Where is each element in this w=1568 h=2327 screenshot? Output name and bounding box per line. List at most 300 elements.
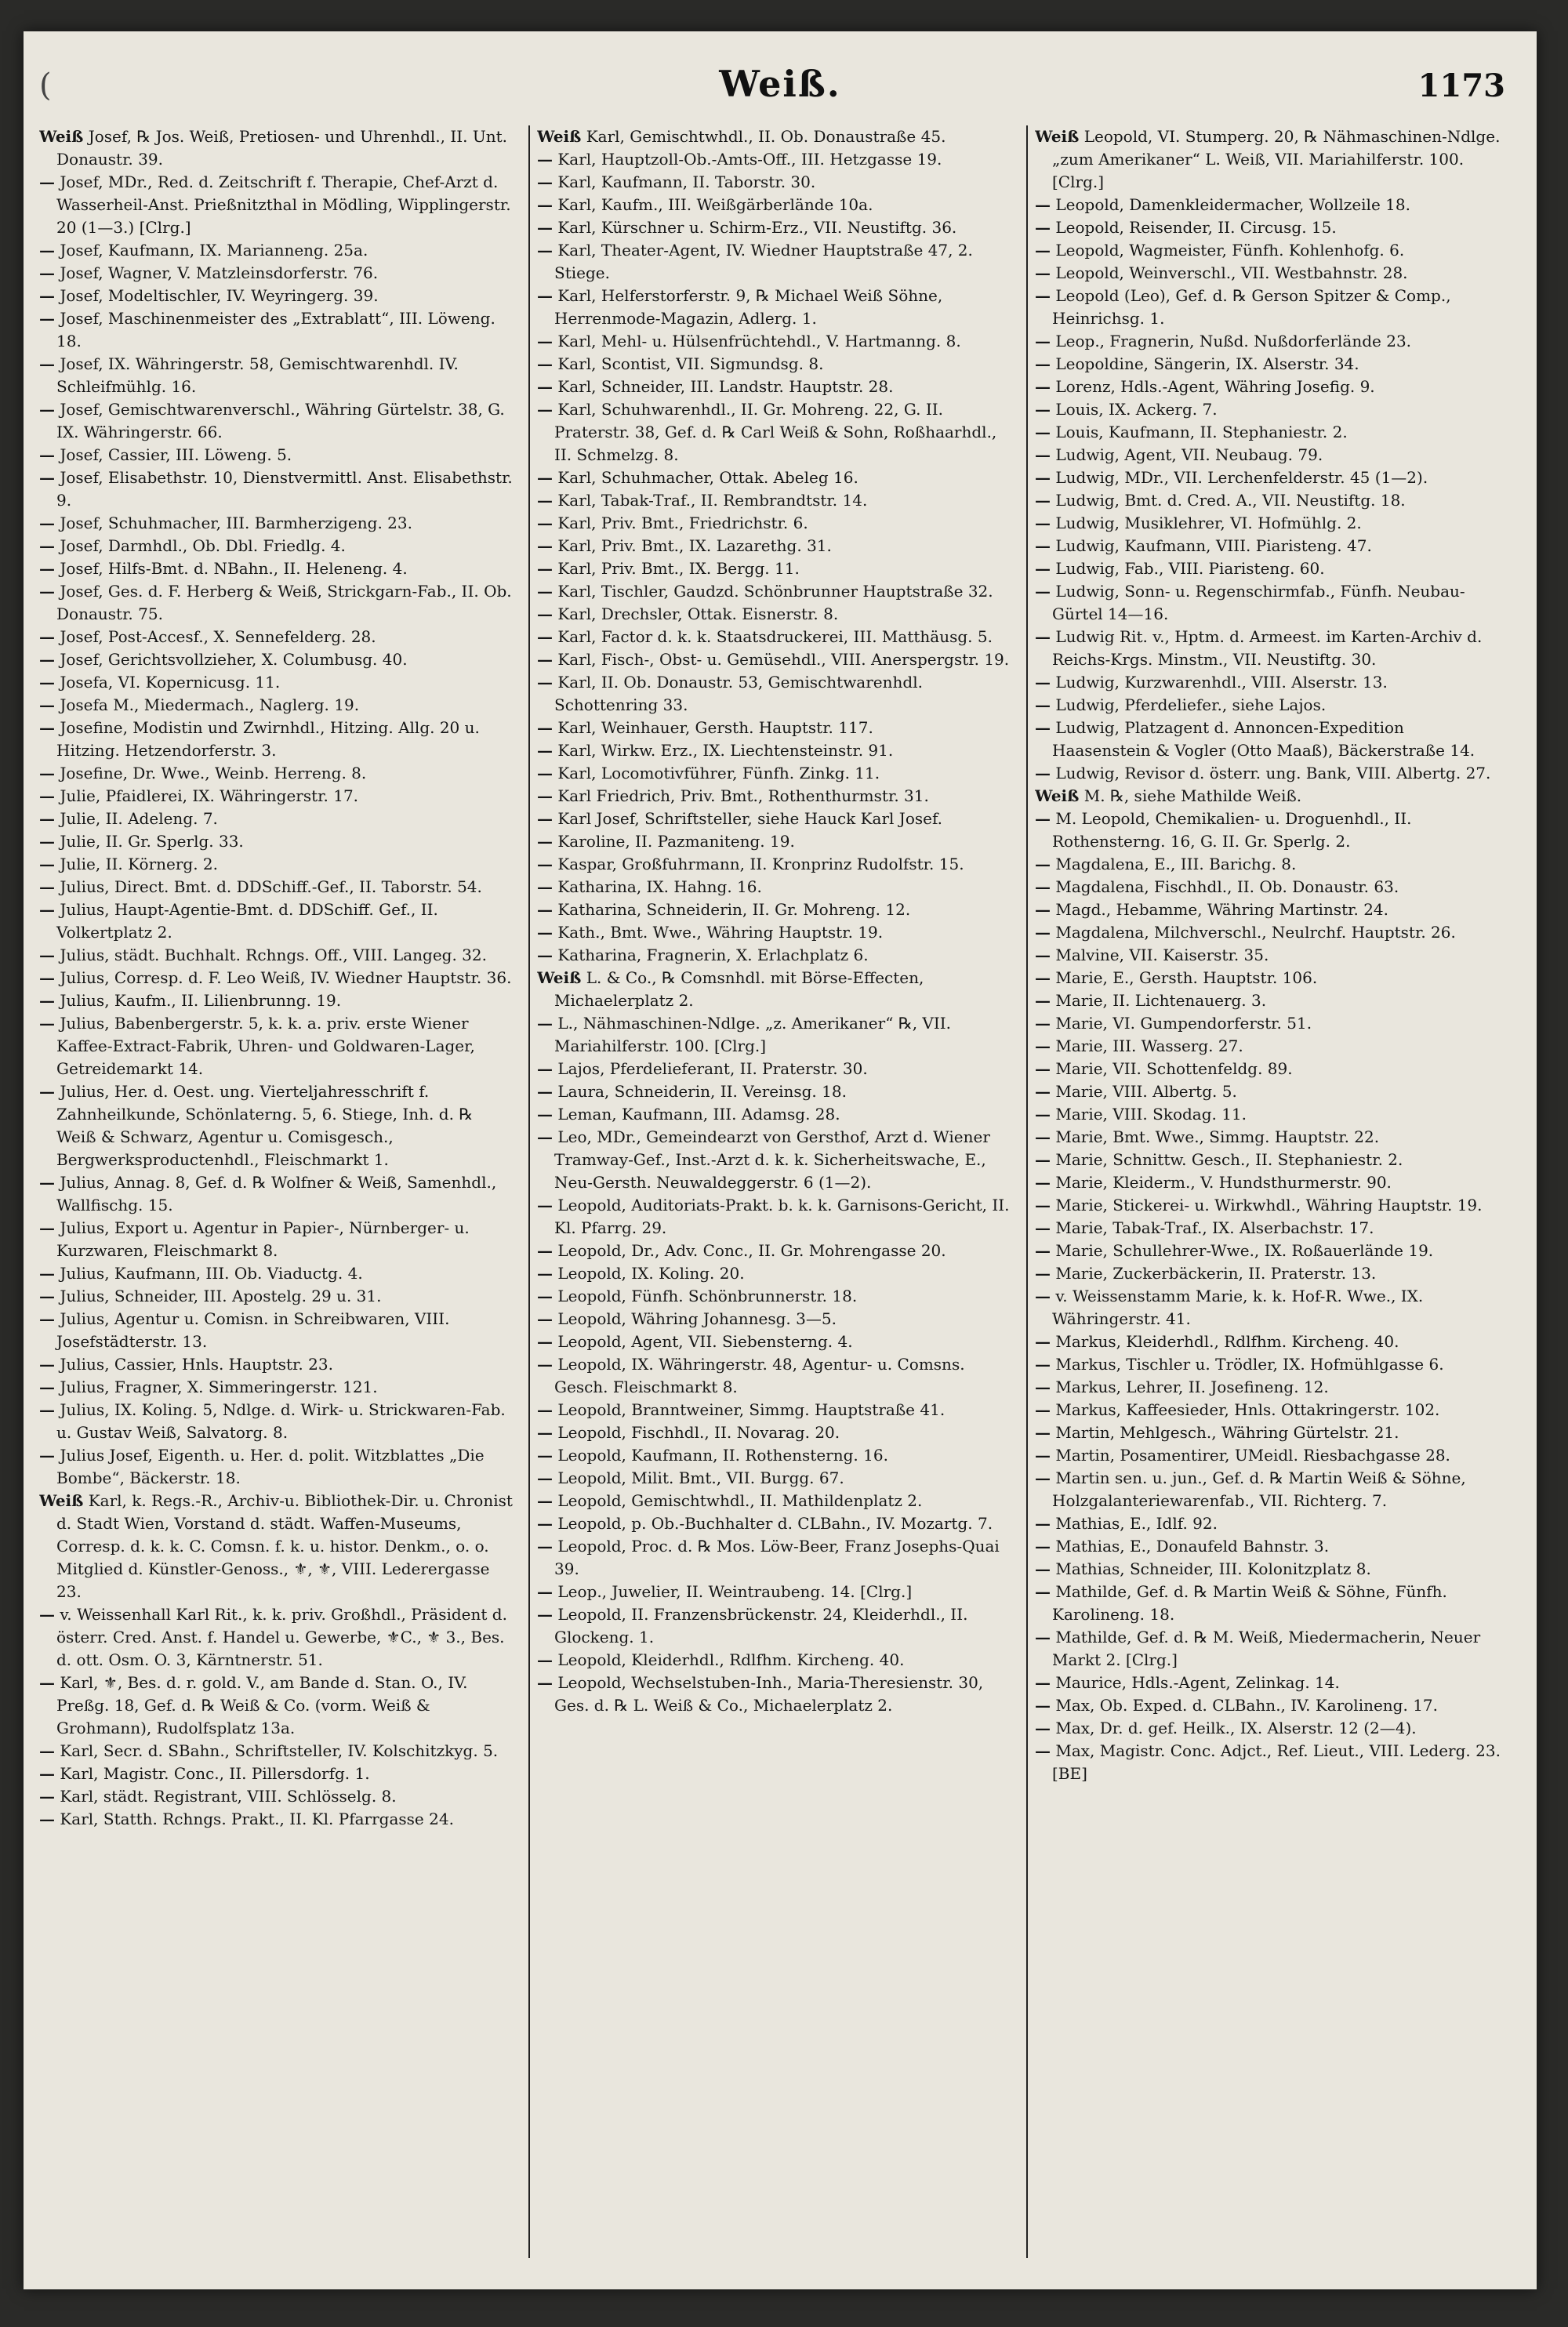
entry-text: Leopold, II. Franzensbrückenstr. 24, Kleiderhdl., II. Glockeng. 1.	[554, 1605, 968, 1646]
entry-lead: —	[1035, 695, 1051, 714]
directory-entry	[537, 898, 1015, 921]
directory-entry	[39, 1080, 517, 1171]
entry-lead: —	[39, 1355, 55, 1374]
entry-text: Karl, Priv. Bmt., Friedrichstr. 6.	[557, 514, 808, 532]
entry-text: Magdalena, Fischhdl., II. Ob. Donaustr. 63.	[1055, 877, 1399, 896]
entry-lead: —	[537, 1650, 553, 1669]
entry-lead: —	[39, 1082, 55, 1101]
entry-text: Karl, Hauptzoll-Ob.-Amts-Off., III. Hetzgasse 19.	[557, 150, 942, 169]
directory-entry	[537, 1194, 1015, 1240]
directory-entry	[537, 739, 1015, 762]
entry-text: Karl, Priv. Bmt., IX. Bergg. 11.	[557, 559, 800, 578]
entry-lead: —	[1035, 332, 1051, 350]
entry-text: Magdalena, Milchverschl., Neulrchf. Hauptstr. 26.	[1055, 923, 1456, 942]
directory-entry	[1035, 421, 1505, 444]
entry-lead: —	[537, 877, 553, 896]
entry-lead: —	[1035, 1196, 1051, 1214]
entry-text: Karl, ⚜, Bes. d. r. gold. V., am Bande d. Stan. O., IV. Preßg. 18, Gef. d. ℞ Weiß & Co. (vorm. Weiß & Grohmann), Rudolfsplatz 13a.	[56, 1673, 468, 1737]
entry-text: Karl, Priv. Bmt., IX. Lazarethg. 31.	[557, 536, 832, 555]
entry-lead: —	[1035, 877, 1051, 896]
directory-entry	[39, 876, 517, 898]
directory-entry	[537, 648, 1015, 671]
page-header	[24, 63, 1537, 118]
directory-entry	[1035, 1672, 1505, 1694]
entry-lead: —	[39, 309, 55, 328]
entry-text: Julius, Kaufmann, III. Ob. Viaductg. 4.	[60, 1264, 363, 1283]
entry-lead: —	[39, 1741, 55, 1760]
directory-entry	[1035, 785, 1505, 808]
entry-text: Leop., Juwelier, II. Weintraubeng. 14. [Clrg.]	[557, 1582, 913, 1601]
entry-text: Karl, Schneider, III. Landstr. Hauptstr. 28.	[557, 377, 894, 396]
directory-entry	[537, 489, 1015, 512]
entry-lead: —	[1035, 1514, 1051, 1533]
directory-entry	[39, 671, 517, 694]
entry-lead: —	[39, 1309, 55, 1328]
directory-entry	[39, 512, 517, 535]
page-title: Weiß.	[719, 63, 841, 105]
entry-text: Karl, Secr. d. SBahn., Schriftsteller, IV. Kolschitzkyg. 5.	[60, 1741, 499, 1760]
entry-text: Julius, Kaufm., II. Lilienbrunng. 19.	[60, 991, 342, 1010]
entry-lead: —	[537, 582, 553, 601]
column-divider	[528, 125, 530, 2258]
entry-text: Karl, k. Regs.-R., Archiv-u. Bibliothek-Dir. u. Chronist d. Stadt Wien, Vorstand d. städt. Waffen-Museums, Corresp. d. k. k. C. Comsn. f. k. u. histor. Denkm., o. o. Mitglied d. Künstler-Genoss., ⚜, ⚜, VIII. Lederergasse 23.	[56, 1491, 513, 1601]
entry-text: Mathias, E., Donaufeld Bahnstr. 3.	[1055, 1537, 1330, 1556]
directory-entry	[537, 125, 1015, 148]
entry-text: Mathilde, Gef. d. ℞ M. Weiß, Miedermacherin, Neuer Markt 2. [Clrg.]	[1052, 1628, 1481, 1669]
entry-lead: —	[39, 786, 55, 805]
entry-text: Markus, Lehrer, II. Josefineng. 12.	[1055, 1378, 1329, 1396]
entry-text: Julius, Annag. 8, Gef. d. ℞ Wolfner & Weiß, Samenhdl., Wallfischg. 15.	[56, 1173, 497, 1214]
directory-entry	[39, 1785, 517, 1808]
entry-lead: —	[537, 764, 553, 782]
directory-entry	[39, 898, 517, 944]
entry-lead: —	[537, 354, 553, 373]
entry-lead: —	[537, 855, 553, 873]
entry-text: Marie, II. Lichtenauerg. 3.	[1055, 991, 1267, 1010]
entry-text: Josef, ℞ Jos. Weiß, Pretiosen- und Uhrenhdl., II. Unt. Donaustr. 39.	[56, 127, 507, 169]
directory-entry	[39, 808, 517, 830]
entry-lead: Weiß	[1035, 127, 1080, 146]
entry-text: Karl, Scontist, VII. Sigmundsg. 8.	[557, 354, 824, 373]
entry-lead: —	[1035, 900, 1051, 919]
entry-text: Karl, Tabak-Traf., II. Rembrandtstr. 14.	[557, 491, 868, 510]
entry-lead: —	[39, 1378, 55, 1396]
directory-entry	[1035, 921, 1505, 944]
entry-text: Josef, Gemischtwarenverschl., Währing Gürtelstr. 38, G. IX. Währingerstr. 66.	[56, 400, 505, 441]
directory-entry	[537, 1649, 1015, 1672]
entry-text: Marie, Tabak-Traf., IX. Alserbachstr. 17.	[1055, 1218, 1374, 1237]
entry-text: Markus, Tischler u. Trödler, IX. Hofmühlgasse 6.	[1055, 1355, 1444, 1374]
entry-text: Josef, Gerichtsvollzieher, X. Columbusg. 40.	[60, 650, 408, 669]
entry-lead: —	[39, 650, 55, 669]
entry-text: Josef, IX. Währingerstr. 58, Gemischtwarenhdl. IV. Schleifmühlg. 16.	[56, 354, 459, 396]
entry-lead: —	[537, 172, 553, 191]
directory-entry	[537, 512, 1015, 535]
entry-lead: —	[1035, 286, 1051, 305]
entry-text: Josef, MDr., Red. d. Zeitschrift f. Therapie, Chef-Arzt d. Wasserheil-Anst. Prießnitzthal in Mödling, Wipplingerstr. 20 (1—3.) [Clrg.]	[56, 172, 511, 237]
entry-lead: —	[537, 1582, 553, 1601]
entry-lead: —	[39, 1446, 55, 1465]
entry-lead: —	[39, 559, 55, 578]
entry-text: Julie, II. Adeleng. 7.	[60, 809, 218, 828]
entry-lead: —	[537, 718, 553, 737]
entry-text: Marie, VIII. Skodag. 11.	[1055, 1105, 1247, 1124]
directory-entry	[537, 171, 1015, 194]
entry-text: Leopoldine, Sängerin, IX. Alserstr. 34.	[1055, 354, 1359, 373]
entry-text: Marie, Kleiderm., V. Hundsthurmerstr. 90.	[1055, 1173, 1392, 1192]
directory-page	[24, 31, 1537, 2289]
entry-lead: —	[537, 332, 553, 350]
entry-text: Karl, Helferstorferstr. 9, ℞ Michael Weiß Söhne, Herrenmode-Magazin, Adlerg. 1.	[554, 286, 943, 328]
directory-entry	[1035, 489, 1505, 512]
directory-entry	[39, 944, 517, 967]
entry-text: Marie, Schnittw. Gesch., II. Stephaniestr. 2.	[1055, 1150, 1403, 1169]
entry-text: Ludwig, Sonn- u. Regenschirmfab., Fünfh. Neubau-Gürtel 14—16.	[1052, 582, 1465, 623]
directory-entry	[1035, 535, 1505, 557]
page-number: 1173	[1417, 67, 1505, 104]
entry-text: Marie, III. Wasserg. 27.	[1055, 1036, 1243, 1055]
entry-text: Julius, städt. Buchhalt. Rchngs. Off., VIII. Langeg. 32.	[60, 946, 487, 964]
columns-container	[39, 125, 1521, 2258]
entry-lead: —	[1035, 764, 1051, 782]
entry-text: v. Weissenstamm Marie, k. k. Hof-R. Wwe., IX. Währingerstr. 41.	[1052, 1287, 1424, 1328]
entry-lead: —	[39, 1787, 55, 1806]
entry-text: Louis, IX. Ackerg. 7.	[1055, 400, 1218, 419]
directory-entry	[1035, 808, 1505, 853]
entry-text: Markus, Kaffeesieder, Hnls. Ottakringerstr. 102.	[1055, 1400, 1440, 1419]
directory-entry	[1035, 1080, 1505, 1103]
directory-entry	[1035, 1240, 1505, 1262]
directory-entry	[1035, 762, 1505, 785]
entry-lead: —	[537, 241, 553, 260]
entry-text: Leopold, Dr., Adv. Conc., II. Gr. Mohrengasse 20.	[557, 1241, 946, 1260]
directory-entry	[39, 1012, 517, 1080]
column-2	[537, 125, 1015, 2258]
entry-lead: —	[537, 491, 553, 510]
directory-entry	[537, 967, 1015, 1012]
entry-text: Leopold, IX. Währingerstr. 48, Agentur- u. Comsns. Gesch. Fleischmarkt 8.	[554, 1355, 965, 1396]
directory-entry	[39, 262, 517, 285]
entry-lead: —	[1035, 445, 1051, 464]
entry-text: Josef, Ges. d. F. Herberg & Weiß, Strickgarn-Fab., II. Ob. Donaustr. 75.	[56, 582, 512, 623]
entry-text: Karl, Schuhmacher, Ottak. Abeleg 16.	[557, 468, 858, 487]
directory-entry	[537, 398, 1015, 466]
entry-lead: —	[39, 1810, 55, 1828]
entry-text: Julius, Corresp. d. F. Leo Weiß, IV. Wiedner Hauptstr. 36.	[60, 968, 512, 987]
directory-entry	[537, 1285, 1015, 1308]
entry-text: Markus, Kleiderhdl., Rdlfhm. Kircheng. 40.	[1055, 1332, 1399, 1351]
entry-lead: —	[1035, 1150, 1051, 1169]
directory-entry	[1035, 1035, 1505, 1058]
entry-lead: —	[537, 1491, 553, 1510]
directory-entry	[1035, 125, 1505, 194]
directory-entry	[537, 1490, 1015, 1512]
directory-entry	[537, 148, 1015, 171]
entry-text: Josefine, Dr. Wwe., Weinb. Herreng. 8.	[60, 764, 367, 782]
directory-entry	[537, 376, 1015, 398]
entry-lead: —	[537, 1332, 553, 1351]
directory-entry	[537, 1126, 1015, 1194]
directory-entry	[1035, 1353, 1505, 1376]
entry-text: Leopold, Währing Johannesg. 3—5.	[557, 1309, 837, 1328]
directory-entry	[39, 535, 517, 557]
entry-text: Leo, MDr., Gemeindearzt von Gersthof, Arzt d. Wiener Tramway-Gef., Inst.-Arzt d. k. k. Sicherheitswache, E., Neu-Gersth. Neuwaldeggerstr. 6 (1—2).	[554, 1127, 990, 1192]
entry-text: Leopold (Leo), Gef. d. ℞ Gerson Spitzer & Comp., Heinrichsg. 1.	[1052, 286, 1451, 328]
directory-entry	[537, 1581, 1015, 1603]
directory-entry	[1035, 898, 1505, 921]
entry-text: Ludwig, Platzagent d. Annoncen-Expedition Haasenstein & Vogler (Otto Maaß), Bäckerstraße 14.	[1052, 718, 1475, 760]
entry-text: Karl Josef, Schriftsteller, siehe Hauck Karl Josef.	[557, 809, 943, 828]
entry-text: Lorenz, Hdls.-Agent, Währing Josefig. 9.	[1055, 377, 1375, 396]
directory-entry	[1035, 285, 1505, 330]
directory-entry	[537, 717, 1015, 739]
entry-text: Karl, Kaufmann, II. Taborstr. 30.	[557, 172, 816, 191]
entry-lead: —	[1035, 1582, 1051, 1601]
directory-entry	[1035, 1376, 1505, 1399]
entry-text: Mathias, E., Idlf. 92.	[1055, 1514, 1218, 1533]
entry-text: Julius, Babenbergerstr. 5, k. k. a. priv. erste Wiener Kaffee-Extract-Fabrik, Uhren- und Goldwaren-Lager, Getreidemarkt 14.	[56, 1014, 475, 1078]
directory-entry	[39, 967, 517, 989]
entry-text: Leopold, VI. Stumperg. 20, ℞ Nähmaschinen-Ndlge. „zum Amerikaner“ L. Weiß, VII. Mariahilferstr. 100. [Clrg.]	[1052, 127, 1501, 191]
entry-text: Ludwig, Pferdeliefer., siehe Lajos.	[1055, 695, 1327, 714]
entry-lead: —	[1035, 1241, 1051, 1260]
entry-lead: —	[1035, 673, 1051, 692]
entry-text: Leopold, Reisender, II. Circusg. 15.	[1055, 218, 1337, 237]
entry-text: Karl, Locomotivführer, Fünfh. Zinkg. 11.	[557, 764, 880, 782]
entry-lead: Weiß	[537, 127, 582, 146]
directory-entry	[537, 1399, 1015, 1421]
entry-lead: —	[1035, 1082, 1051, 1101]
directory-entry	[1035, 717, 1505, 762]
directory-entry	[537, 1421, 1015, 1444]
entry-text: Karl, städt. Registrant, VIII. Schlösselg. 8.	[60, 1787, 397, 1806]
entry-text: Julie, Pfaidlerei, IX. Währingerstr. 17.	[60, 786, 359, 805]
directory-entry	[39, 1217, 517, 1262]
entry-lead: Weiß	[39, 127, 84, 146]
directory-entry	[1035, 1535, 1505, 1558]
entry-text: Ludwig, MDr., VII. Lerchenfelderstr. 45 (1—2).	[1055, 468, 1428, 487]
entry-lead: —	[1035, 1355, 1051, 1374]
entry-lead: —	[1035, 718, 1051, 737]
directory-entry	[1035, 1581, 1505, 1626]
entry-lead: —	[537, 468, 553, 487]
entry-lead: —	[1035, 1423, 1051, 1442]
entry-lead: —	[1035, 218, 1051, 237]
directory-entry	[39, 785, 517, 808]
directory-entry	[39, 1444, 517, 1490]
directory-entry	[39, 1285, 517, 1308]
entry-text: Karl, Wirkw. Erz., IX. Liechtensteinstr. 91.	[557, 741, 894, 760]
entry-lead: —	[537, 1196, 553, 1214]
directory-entry	[537, 626, 1015, 648]
entry-lead: —	[39, 172, 55, 191]
directory-entry	[1035, 1171, 1505, 1194]
directory-entry	[537, 1330, 1015, 1353]
entry-text: Malvine, VII. Kaiserstr. 35.	[1055, 946, 1269, 964]
entry-lead: —	[39, 627, 55, 646]
directory-entry	[1035, 557, 1505, 580]
entry-lead: —	[39, 877, 55, 896]
entry-text: L. & Co., ℞ Comsnhdl. mit Börse-Effecten, Michaelerplatz 2.	[554, 968, 924, 1010]
directory-entry	[1035, 1058, 1505, 1080]
entry-text: Julie, II. Körnerg. 2.	[60, 855, 218, 873]
directory-entry	[39, 762, 517, 785]
entry-text: Leopold, Milit. Bmt., VII. Burgg. 67.	[557, 1468, 844, 1487]
entry-lead: —	[1035, 195, 1051, 214]
entry-lead: —	[537, 741, 553, 760]
entry-text: Kaspar, Großfuhrmann, II. Kronprinz Rudolfstr. 15.	[557, 855, 964, 873]
entry-lead: —	[1035, 1218, 1051, 1237]
directory-entry	[1035, 1262, 1505, 1285]
entry-lead: —	[39, 241, 55, 260]
entry-text: Julius, Schneider, III. Apostelg. 29 u. 31.	[60, 1287, 382, 1305]
directory-entry	[39, 1490, 517, 1603]
entry-lead: —	[537, 195, 553, 214]
directory-entry	[1035, 853, 1505, 876]
entry-text: Julius, Cassier, Hnls. Hauptstr. 23.	[60, 1355, 333, 1374]
entry-lead: —	[39, 968, 55, 987]
directory-entry	[537, 671, 1015, 717]
entry-text: Ludwig, Musiklehrer, VI. Hofmühlg. 2.	[1055, 514, 1362, 532]
directory-entry	[1035, 580, 1505, 626]
entry-text: Josef, Elisabethstr. 10, Dienstvermittl. Anst. Elisabethstr. 9.	[56, 468, 513, 510]
entry-text: Leopold, Branntweiner, Simmg. Hauptstraße 41.	[557, 1400, 946, 1419]
entry-lead: —	[1035, 968, 1051, 987]
entry-lead: —	[1035, 241, 1051, 260]
entry-lead: —	[39, 536, 55, 555]
entry-lead: —	[1035, 1059, 1051, 1078]
entry-text: Ludwig, Bmt. d. Cred. A., VII. Neustiftg. 18.	[1055, 491, 1406, 510]
directory-entry	[537, 830, 1015, 853]
entry-text: Julius, IX. Koling. 5, Ndlge. d. Wirk- u. Strickwaren-Fab. u. Gustav Weiß, Salvatorg. 8.	[56, 1400, 506, 1442]
entry-text: Ludwig, Kurzwarenhdl., VIII. Alserstr. 13.	[1055, 673, 1388, 692]
directory-entry	[1035, 1126, 1505, 1149]
directory-entry	[1035, 512, 1505, 535]
entry-text: Josefine, Modistin und Zwirnhdl., Hitzing. Allg. 20 u. Hitzing. Hetzendorferstr. 3.	[56, 718, 480, 760]
entry-text: Marie, VII. Schottenfeldg. 89.	[1055, 1059, 1293, 1078]
entry-lead: —	[39, 695, 55, 714]
entry-text: Leman, Kaufmann, III. Adamsg. 28.	[557, 1105, 840, 1124]
entry-text: Max, Magistr. Conc. Adjct., Ref. Lieut., VIII. Lederg. 23. [BE]	[1052, 1741, 1501, 1783]
entry-lead: —	[1035, 1014, 1051, 1033]
directory-entry	[537, 1012, 1015, 1058]
entry-text: Leopold, Weinverschl., VII. Westbahnstr. 28.	[1055, 263, 1408, 282]
directory-entry	[537, 580, 1015, 603]
entry-lead: —	[537, 832, 553, 851]
directory-entry	[39, 1399, 517, 1444]
directory-entry	[39, 353, 517, 398]
entry-lead: —	[39, 832, 55, 851]
directory-entry	[537, 466, 1015, 489]
entry-text: Josef, Darmhdl., Ob. Dbl. Friedlg. 4.	[60, 536, 346, 555]
entry-text: Katharina, Fragnerin, X. Erlachplatz 6.	[557, 946, 869, 964]
entry-lead: —	[1035, 423, 1051, 441]
entry-text: Katharina, IX. Hahng. 16.	[557, 877, 762, 896]
entry-lead: —	[39, 1173, 55, 1192]
directory-entry	[39, 1376, 517, 1399]
entry-lead: —	[1035, 468, 1051, 487]
entry-lead: —	[39, 1287, 55, 1305]
entry-lead: —	[1035, 923, 1051, 942]
directory-entry	[39, 557, 517, 580]
entry-lead: —	[537, 286, 553, 305]
directory-entry	[537, 785, 1015, 808]
entry-text: Ludwig, Revisor d. österr. ung. Bank, VIII. Albertg. 27.	[1055, 764, 1491, 782]
directory-entry	[39, 466, 517, 512]
directory-entry	[39, 1308, 517, 1353]
entry-text: Ludwig Rit. v., Hptm. d. Armeest. im Karten-Archiv d. Reichs-Krgs. Minstm., VII. Neustiftg. 30.	[1052, 627, 1483, 669]
directory-entry	[537, 353, 1015, 376]
directory-entry	[39, 125, 517, 171]
directory-entry	[1035, 1285, 1505, 1330]
entry-text: Leopold, Fünfh. Schönbrunnerstr. 18.	[557, 1287, 858, 1305]
directory-entry	[1035, 1444, 1505, 1467]
entry-text: Leopold, Agent, VII. Siebensterng. 4.	[557, 1332, 853, 1351]
column-1	[39, 125, 517, 2258]
directory-entry	[39, 1740, 517, 1762]
directory-entry	[1035, 1421, 1505, 1444]
entry-lead: —	[39, 900, 55, 919]
entry-text: Lajos, Pferdelieferant, II. Praterstr. 30.	[557, 1059, 868, 1078]
directory-entry	[1035, 967, 1505, 989]
entry-text: Leopold, Fischhdl., II. Novarag. 20.	[557, 1423, 840, 1442]
entry-lead: —	[1035, 514, 1051, 532]
entry-text: Karl, Tischler, Gaudzd. Schönbrunner Hauptstraße 32.	[557, 582, 993, 601]
directory-entry	[537, 876, 1015, 898]
entry-text: Ludwig, Agent, VII. Neubaug. 79.	[1055, 445, 1323, 464]
entry-lead: —	[537, 946, 553, 964]
directory-entry	[39, 1672, 517, 1740]
directory-entry	[1035, 1717, 1505, 1740]
entry-lead: —	[1035, 1332, 1051, 1351]
directory-entry	[1035, 626, 1505, 671]
directory-entry	[1035, 1626, 1505, 1672]
directory-entry	[39, 1171, 517, 1217]
entry-lead: —	[39, 764, 55, 782]
entry-lead: —	[39, 445, 55, 464]
entry-lead: —	[537, 1423, 553, 1442]
directory-entry	[1035, 1012, 1505, 1035]
directory-entry	[537, 1672, 1015, 1717]
directory-entry	[1035, 694, 1505, 717]
entry-text: Karl, Schuhwarenhdl., II. Gr. Mohreng. 22, G. II. Praterstr. 38, Gef. d. ℞ Carl Weiß & Sohn, Roßhaarhdl., II. Schmelzg. 8.	[554, 400, 997, 464]
directory-entry	[39, 307, 517, 353]
directory-entry	[1035, 194, 1505, 216]
entry-lead: —	[1035, 855, 1051, 873]
entry-text: M. Leopold, Chemikalien- u. Droguenhdl., II. Rothensterng. 16, G. II. Gr. Sperlg. 2.	[1052, 809, 1412, 851]
entry-lead: —	[1035, 809, 1051, 828]
directory-entry	[537, 1512, 1015, 1535]
entry-lead: —	[537, 786, 553, 805]
entry-text: Josef, Wagner, V. Matzleinsdorferstr. 76.	[60, 263, 379, 282]
entry-lead: —	[39, 468, 55, 487]
directory-entry	[39, 171, 517, 239]
entry-lead: —	[1035, 1628, 1051, 1646]
entry-lead: —	[537, 150, 553, 169]
directory-entry	[537, 1535, 1015, 1581]
entry-lead: —	[39, 1264, 55, 1283]
entry-text: Leopold, Kleiderhdl., Rdlfhm. Kircheng. 40.	[557, 1650, 905, 1669]
entry-lead: —	[39, 718, 55, 737]
entry-text: Martin sen. u. jun., Gef. d. ℞ Martin Weiß & Söhne, Holzgalanteriewarenfab., VII. Richterg. 7.	[1052, 1468, 1466, 1510]
entry-lead: —	[537, 809, 553, 828]
entry-lead: —	[1035, 1105, 1051, 1124]
entry-lead: —	[537, 377, 553, 396]
column-3	[1035, 125, 1505, 2258]
entry-text: Laura, Schneiderin, II. Vereinsg. 18.	[557, 1082, 847, 1101]
directory-entry	[39, 717, 517, 762]
entry-lead: Weiß	[1035, 786, 1080, 805]
